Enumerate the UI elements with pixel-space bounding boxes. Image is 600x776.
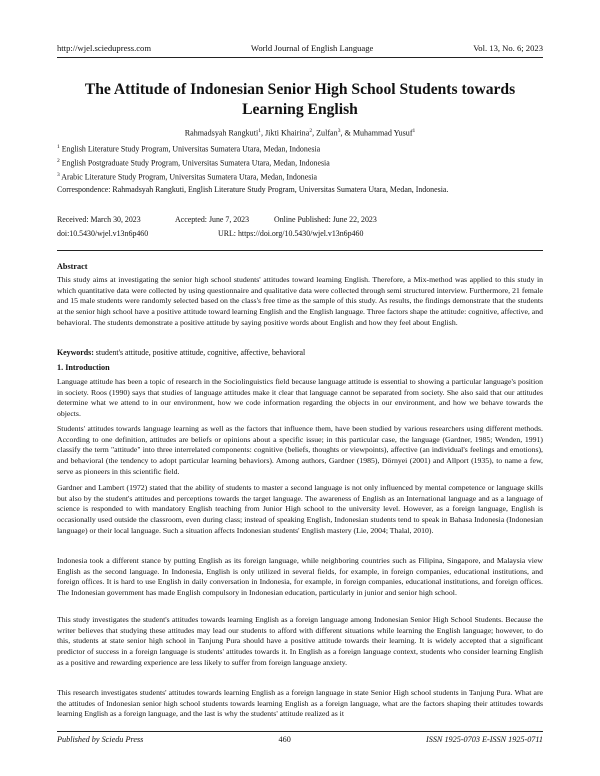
page-footer <box>57 735 543 747</box>
affiliation-3 <box>57 170 543 183</box>
section-rule <box>57 250 543 251</box>
author-separator: , & <box>340 128 353 138</box>
affiliation-text: Arabic Literature Study Program, Universitas Sumatera Utara, Medan, Indonesia <box>61 172 318 182</box>
author-separator: , <box>312 128 317 138</box>
affiliation-1 <box>57 142 543 155</box>
keywords <box>57 348 305 357</box>
journal-url[interactable]: http://wjel.sciedupress.com <box>57 43 152 53</box>
section-heading-introduction: 1. Introduction <box>57 363 110 372</box>
received-date: Received: March 30, 2023 <box>57 215 141 224</box>
affiliation-mark: 1 <box>57 144 60 150</box>
author-affiliation-mark: 2 <box>309 128 313 134</box>
affiliation-2 <box>57 156 543 169</box>
doi[interactable]: doi:10.5430/wjel.v13n6p460 <box>57 229 149 238</box>
keywords-text: student's attitude, positive attitude, cognitive, affective, behavioral <box>93 348 306 357</box>
footer-rule <box>57 731 543 732</box>
accepted-date: Accepted: June 7, 2023 <box>175 215 250 224</box>
correspondence: Correspondence: Rahmadsyah Rangkuti, English Literature Study Program, Universitas Sumatera Utara, Medan, Indonesia. <box>57 185 449 194</box>
header-rule <box>57 57 543 58</box>
journal-name: World Journal of English Language <box>250 43 374 53</box>
author-separator: , <box>260 128 266 138</box>
author-name: Zulfan <box>316 128 338 138</box>
intro-paragraph-3: Gardner and Lambert (1972) stated that the ability of students to master a second language is not only influenced by mental competence or language skills but also by the student's attitudes and perceptions towards the target language. The awareness of English as an International language and as a language of science is responded to with mandatory English teaching from Junior High school to the university level. However, as a foreign language, English is occasionally used outside the classroom, even during class; instead of speaking English, Indonesian students tend to speak in Bahasa Indonesia (Indonesian language) or their local language. Such a situation affects Indonesian students' English mastery (Lie, 2004; Thalal, 2010). <box>57 483 543 535</box>
abstract-heading: Abstract <box>57 262 88 271</box>
author-affiliation-mark: 1 <box>258 128 261 134</box>
affiliation-text: English Literature Study Program, Universitas Sumatera Utara, Medan, Indonesia <box>61 144 321 154</box>
intro-paragraph-4: Indonesia took a different stance by putting English as its foreign language, while neighboring countries such as Filipina, Singapore, and Malaysia view English as the second language. In Indonesia, English is only utilized in several fields, for example, in foreign companies, educational institutions, and foreign offices. It is hard to use English in daily conversation in Indonesia, for example, in foreign companies, educational institutions, and foreign offices. The Indonesian government has made English compulsory in Indonesian education, particularly in junior and senior high school. <box>57 556 543 598</box>
issn: ISSN 1925-0703 E-ISSN 1925-0711 <box>426 735 543 744</box>
author-name: Jikti Khairina <box>265 128 310 138</box>
paper-title: The Attitude of Indonesian Senior High School Students towards Learning English <box>84 81 516 118</box>
doi-line <box>57 229 363 238</box>
doi-url[interactable]: URL: https://doi.org/10.5430/wjel.v13n6p460 <box>218 229 364 238</box>
author-affiliation-mark: 3 <box>337 128 341 134</box>
author-affiliation-mark: 1 <box>412 128 416 134</box>
publisher: Published by Sciedu Press <box>57 735 144 744</box>
running-header <box>57 43 543 55</box>
intro-paragraph-2: Students' attitudes towards language learning as well as the factors that influence them, have been studied by various researchers using different methods. According to one definition, attitudes are beliefs or opinions about a specific issue; in this particular case, the language (Gardner, 1985; Wenden, 1991) classify the term "attitude" into three interrelated components: cognitive (beliefs, thoughts or viewpoints), affective (an individual's feelings and emotions), and behavioral (the tendency to adopt particular learning behaviors). Among authors, Gardner (1985), Dörnyei (2001) and Allport (1935), to name a few, serve as pioneers in this scientific field. <box>57 424 543 476</box>
page-number: 460 <box>278 735 291 744</box>
affiliation-text: English Postgraduate Study Program, Universitas Sumatera Utara, Medan, Indonesia <box>61 158 330 168</box>
author-name: Rahmadsyah Rangkuti <box>184 128 259 138</box>
publication-dates <box>57 215 377 224</box>
author-name: Muhammad Yusuf <box>352 128 413 138</box>
abstract-text: This study aims at investigating the senior high school students' attitudes toward learning English. Therefore, a Mix-method was applied to this study in which quantitative data were collected by using questionnaire and qualitative data were collected through semi structured interview. Furthermore, 21 female and 15 male students were randomly selected based on the class's free time as the sample of this study. As results, the findings demonstrate that the students at the senior high school have a positive attitude toward learning English and the English language. Three factors shape the attitude: cognitive, affective, and behavioral. The students demonstrate a positive attitude by saying positive words about English and how they feel about English. <box>57 275 543 327</box>
published-date: Online Published: June 22, 2023 <box>274 215 377 224</box>
affiliation-mark: 2 <box>57 158 60 164</box>
volume-info: Vol. 13, No. 6; 2023 <box>473 43 543 53</box>
intro-paragraph-1: Language attitude has been a topic of research in the Sociolinguistics field because language attitude is essential to showing a particular language's position in society. Roos (1990) says that studies of language attitudes make it clear that language cannot be separated from society. She also said that our attitudes determine what we attend to in our environment, how we code information regarding the objects in our environment, and how we behave towards the objects. <box>57 377 543 419</box>
intro-paragraph-5: This study investigates the student's attitudes towards learning English as a foreign language among Indonesian Senior High School Students. Because the writer believes that studying these attitudes may lead our students to afford with different situations while learning the English language; however, to do this, students at state senior high school in Tanjung Pura should have a positive attitude towards their learning. It is widely accepted that a significant predictor of success in a foreign language is students' attitudes towards it. In English as a foreign language context, students who consider learning English as a positive and rewarding experience are less likely to suffer from foreign language anxiety. <box>57 615 543 667</box>
keywords-label: Keywords: <box>57 348 94 357</box>
intro-paragraph-6: This research investigates students' attitudes towards learning English as a foreign language in state Senior High school students in Tanjung Pura. What are the attitudes of Indonesian senior high school students towards learning English as a foreign language, what are the factors shaping their attitudes towards learning English as a foreign language, and the last is why the students' attitude realized as it <box>57 688 543 719</box>
affiliation-mark: 3 <box>57 172 60 178</box>
author-list <box>57 128 543 138</box>
